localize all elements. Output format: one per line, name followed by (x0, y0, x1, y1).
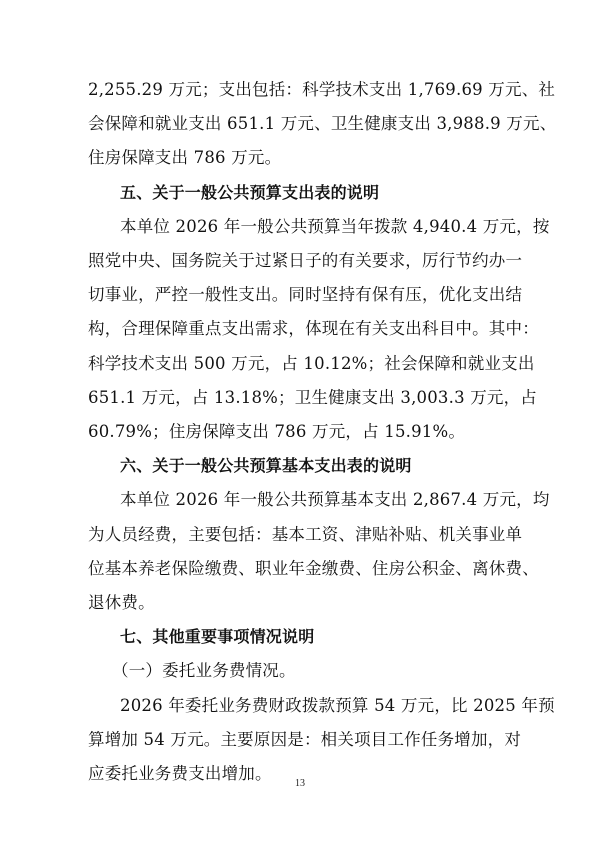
body-line: 位基本养老保险缴费、职业年金缴费、住房公积金、离休费、 (88, 558, 539, 578)
section-heading-7: 七、其他重要事项情况说明 (120, 627, 315, 647)
subsection-heading: （一）委托业务费情况。 (112, 661, 296, 681)
page-number: 13 (295, 778, 305, 789)
section-heading-5: 五、关于一般公共预算支出表的说明 (120, 182, 380, 202)
body-line-final: 应委托业务费支出增加。 (88, 764, 272, 783)
body-line: 2,255.29 万元；支出包括：科学技术支出 1,769.69 万元、社 (88, 80, 556, 99)
body-line: 科学技术支出 500 万元，占 10.12%；社会保障和就业支出 (88, 353, 535, 373)
body-line: 照党中央、国务院关于过紧日子的有关要求，厉行节约办一 (88, 251, 523, 270)
body-line: 构，合理保障重点支出需求，体现在有关支出科目中。其中： (88, 319, 539, 339)
body-line: 住房保障支出 786 万元。 (88, 148, 282, 168)
body-line: 算增加 54 万元。主要原因是：相关项目工作任务增加，对 (88, 729, 522, 749)
section-heading-6: 六、关于一般公共预算基本支出表的说明 (120, 456, 412, 476)
body-line: 为人员经费，主要包括：基本工资、津贴补贴、机关事业单 (88, 524, 523, 544)
body-line: 2026 年委托业务费财政拨款预算 54 万元，比 2025 年预 (120, 695, 555, 715)
body-line: 切事业，严控一般性支出。同时坚持有保有压，优化支出结 (88, 285, 523, 305)
body-line: 651.1 万元，占 13.18%；卫生健康支出 3,003.3 万元，占 (88, 387, 538, 407)
body-line: 退休费。 (88, 593, 155, 612)
body-line: 本单位 2026 年一般公共预算当年拨款 4,940.4 万元，按 (120, 216, 550, 236)
body-line: 本单位 2026 年一般公共预算基本支出 2,867.4 万元，均 (120, 490, 550, 510)
body-line: 会保障和就业支出 651.1 万元、卫生健康支出 3,988.9 万元、 (88, 114, 557, 134)
body-line: 60.79%；住房保障支出 786 万元，占 15.91%。 (88, 422, 466, 441)
